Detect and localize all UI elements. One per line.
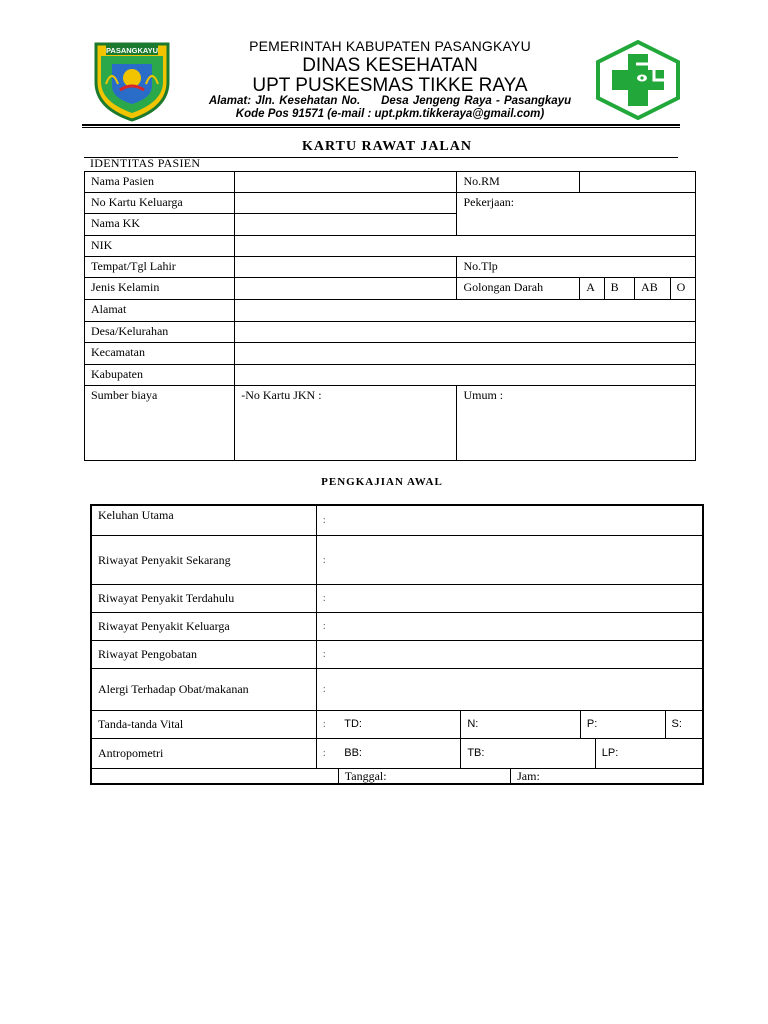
pasangkayu-logo: [92, 38, 172, 122]
label-jam: Jam:: [517, 768, 540, 783]
field-tb[interactable]: TB:: [461, 738, 595, 768]
logo-text: PASANGKAYU: [105, 46, 159, 55]
label-golongan-darah: Golongan Darah: [457, 278, 580, 300]
label-pekerjaan: Pekerjaan:: [463, 195, 515, 209]
field-riwayat-keluarga[interactable]: [316, 612, 703, 640]
field-jenis-kelamin[interactable]: [235, 278, 457, 300]
option-gol-a[interactable]: A: [580, 278, 604, 300]
label-alergi: Alergi Terhadap Obat/makanan: [91, 668, 316, 710]
header-postal-email: Kode Pos 91571 (e-mail : upt.pkm.tikkeraya@gmail.com): [235, 108, 545, 120]
label-desa-kelurahan: Desa/Kelurahan: [85, 322, 235, 343]
label-no-rm: No.RM: [457, 172, 580, 193]
label-kabupaten: Kabupaten: [85, 365, 235, 386]
colon: :: [322, 515, 326, 527]
header-puskesmas: UPT PUSKESMAS TIKKE RAYA: [252, 75, 528, 96]
label-jenis-kelamin: Jenis Kelamin: [85, 278, 235, 300]
option-gol-b[interactable]: B: [604, 278, 634, 300]
field-no-kartu-keluarga[interactable]: [235, 193, 457, 214]
field-jam[interactable]: [511, 768, 703, 784]
label-tanda-vital: Tanda-tanda Vital: [91, 710, 316, 738]
field-bb[interactable]: BB:: [338, 738, 461, 768]
label-keluhan-utama: Keluhan Utama: [91, 505, 316, 535]
label-no-tlp: No.Tlp: [463, 259, 498, 273]
label-nik: NIK: [85, 236, 235, 257]
label-tanggal: Tanggal:: [344, 768, 387, 783]
option-gol-o[interactable]: O: [670, 278, 695, 300]
assessment-table: [90, 504, 704, 785]
header-rule-thick: [82, 124, 680, 126]
colon: :: [322, 684, 326, 695]
field-kabupaten[interactable]: [235, 365, 696, 386]
field-kecamatan[interactable]: [235, 343, 696, 365]
page-title: KARTU RAWAT JALAN: [301, 139, 472, 154]
field-nama-pasien[interactable]: [235, 172, 457, 193]
option-gol-ab[interactable]: AB: [635, 278, 671, 300]
field-n[interactable]: N:: [461, 710, 581, 738]
field-riwayat-pengobatan[interactable]: [316, 640, 703, 668]
label-alamat: Alamat: [85, 300, 235, 322]
field-td[interactable]: TD:: [338, 710, 461, 738]
colon: :: [322, 748, 326, 759]
colon: :: [322, 593, 326, 604]
field-riwayat-terdahulu[interactable]: [316, 584, 703, 612]
colon-cell: [316, 738, 338, 768]
colon: :: [322, 621, 326, 632]
field-no-kartu-jkn[interactable]: [235, 386, 457, 461]
colon: :: [322, 554, 326, 566]
field-lp[interactable]: LP:: [595, 738, 703, 768]
identity-heading: IDENTITAS PASIEN: [90, 156, 201, 170]
field-no-rm[interactable]: [580, 172, 696, 193]
field-riwayat-sekarang[interactable]: [316, 535, 703, 584]
label-kecamatan: Kecamatan: [85, 343, 235, 365]
field-no-tlp[interactable]: [457, 257, 696, 278]
label-nama-pasien: Nama Pasien: [85, 172, 235, 193]
field-alergi[interactable]: [316, 668, 703, 710]
field-keluhan-utama[interactable]: [316, 505, 703, 535]
field-alamat[interactable]: [235, 300, 696, 322]
field-p[interactable]: P:: [580, 710, 665, 738]
field-desa-kelurahan[interactable]: [235, 322, 696, 343]
field-pekerjaan[interactable]: [457, 193, 696, 236]
label-nama-kk: Nama KK: [85, 214, 235, 236]
label-tempat-tgl-lahir: Tempat/Tgl Lahir: [85, 257, 235, 278]
puskesmas-logo: [596, 40, 680, 120]
header-department: DINAS KESEHATAN: [302, 55, 478, 76]
field-umum[interactable]: [457, 386, 696, 461]
footer-empty-cell: [91, 768, 338, 784]
identity-table: [84, 171, 696, 461]
colon: :: [322, 649, 326, 660]
colon: :: [322, 719, 326, 730]
header-address: Alamat: Jln. Kesehatan No. Desa Jengeng Raya - Pasangkayu: [208, 95, 572, 107]
label-umum: Umum :: [463, 388, 504, 402]
label-riwayat-keluarga: Riwayat Penyakit Keluarga: [91, 612, 316, 640]
field-tempat-tgl-lahir[interactable]: [235, 257, 457, 278]
header-government: PEMERINTAH KABUPATEN PASANGKAYU: [249, 38, 531, 54]
colon-cell: [316, 710, 338, 738]
label-sumber-biaya: Sumber biaya: [85, 386, 235, 461]
label-antropometri: Antropometri: [91, 738, 316, 768]
section-heading-pengkajian: PENGKAJIAN AWAL: [321, 476, 443, 488]
field-nama-kk[interactable]: [235, 214, 457, 236]
label-no-kartu-keluarga: No Kartu Keluarga: [85, 193, 235, 214]
header-rule-thin: [82, 127, 680, 128]
label-riwayat-sekarang: Riwayat Penyakit Sekarang: [91, 535, 316, 584]
field-s[interactable]: S:: [665, 710, 703, 738]
label-riwayat-pengobatan: Riwayat Pengobatan: [91, 640, 316, 668]
field-tanggal[interactable]: [338, 768, 510, 784]
field-nik[interactable]: [235, 236, 696, 257]
label-riwayat-terdahulu: Riwayat Penyakit Terdahulu: [91, 584, 316, 612]
label-no-kartu-jkn: -No Kartu JKN :: [241, 388, 322, 402]
